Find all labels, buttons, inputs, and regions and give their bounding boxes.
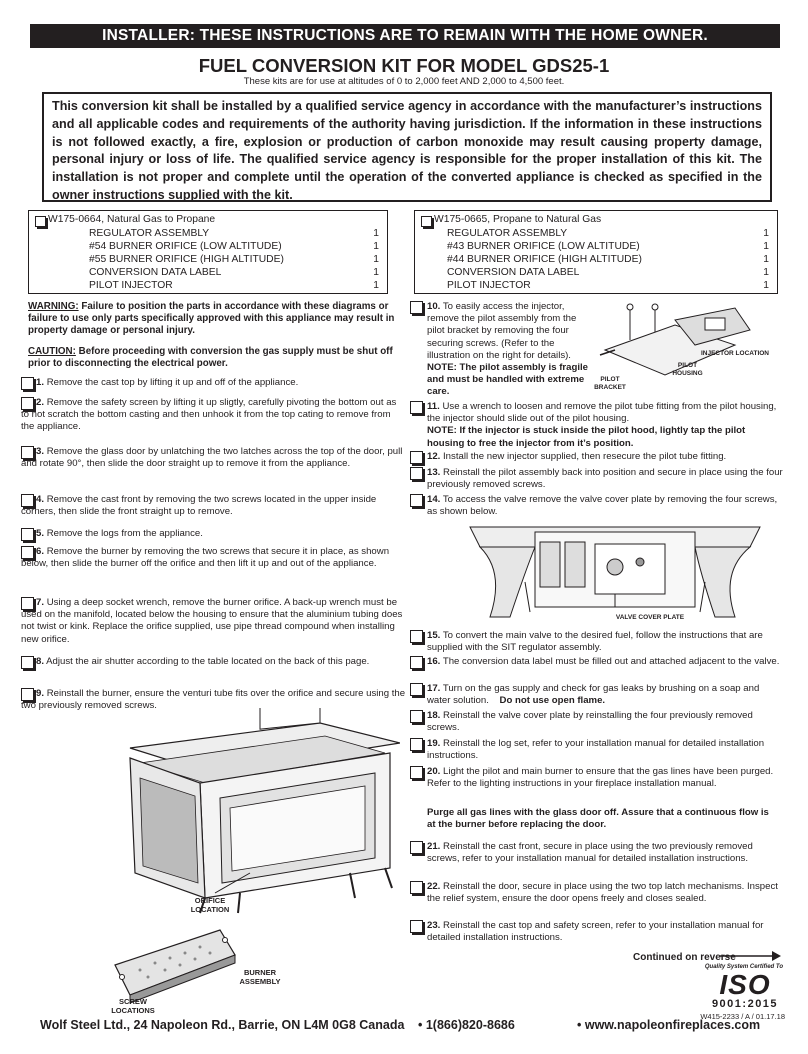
checkbox-icon[interactable] [410,766,423,779]
checkbox-icon[interactable] [410,301,423,314]
footer-website[interactable]: • www.napoleonfireplaces.com [577,1018,761,1032]
screw-locations-label: SCREW LOCATIONS [111,997,155,1015]
kit-row: PILOT INJECTOR 1 [89,280,379,291]
continued-on-reverse: Continued on reverse [633,952,736,963]
pilot-housing-label: PILOT HOUSING [672,362,703,377]
kit-header: W175-0665, Propane to Natural Gas [434,214,602,225]
page-title: FUEL CONVERSION KIT FOR MODEL GDS25-1 [198,55,610,76]
qualified-agency-warning: This conversion kit shall be installed by a qualified service agency in accordance with the manufacturer’s instructions and all applicable codes and requirements of the authority having jurisdiction. If the information in these instructions is not followed exactly, a fire, explosion or production of carbon monoxide may result causing property damage, personal injury or loss of life. The qualified service agency is responsible for the proper installation of this kit. The installation is not proper and complete until the operation of the converted appliance is checked as specified in the owner instructions supplied with the kit. [42,92,772,202]
checkbox-icon[interactable] [421,216,432,227]
kit-row: REGULATOR ASSEMBLY 1 [89,228,379,239]
kit-row: #55 BURNER ORIFICE (HIGH ALTITUDE) 1 [89,254,379,265]
injector-location-label: INJECTOR LOCATION [700,350,769,357]
iso-standard: 9001:2015 [711,998,779,1010]
kit-row: #44 BURNER ORIFICE (HIGH ALTITUDE) 1 [447,254,769,265]
valve-illustration [465,522,765,622]
valve-cover-plate-label: VALVE COVER PLATE [615,614,685,621]
checkbox-icon[interactable] [410,841,423,854]
caution-paragraph: CAUTION: Before proceeding with conversion the gas supply must be shut off prior to disconnecting the electrical power. [28,346,393,370]
checkbox-icon[interactable] [410,656,423,669]
document-code: W415-2233 / A / 01.17.18 [700,1012,785,1021]
footer-address: Wolf Steel Ltd., 24 Napoleon Rd., Barrie, ON L4M 0G8 Canada [40,1018,405,1032]
arrow-right-icon [718,950,782,962]
kit-table-ng-to-lp [28,210,388,294]
kit-row: PILOT INJECTOR 1 [447,280,769,291]
checkbox-icon[interactable] [410,494,423,507]
footer-phone: • 1(866)820-8686 [418,1018,515,1032]
checkbox-icon[interactable] [410,683,423,696]
kit-row: CONVERSION DATA LABEL 1 [447,267,769,278]
iso-tagline: Quality System Certified To [704,964,783,970]
checkbox-icon[interactable] [410,451,423,464]
checkbox-icon[interactable] [410,920,423,933]
kit-header: W175-0664, Natural Gas to Propane [48,214,216,225]
kit-row: REGULATOR ASSEMBLY 1 [447,228,769,239]
kit-row: #43 BURNER ORIFICE (LOW ALTITUDE) 1 [447,241,769,252]
kit-table-lp-to-ng [414,210,778,294]
orifice-location-label: ORIFICE LOCATION [190,896,230,914]
checkbox-icon[interactable] [410,738,423,751]
burner-assembly-label: BURNER ASSEMBLY [239,968,281,986]
kit-row: #54 BURNER ORIFICE (LOW ALTITUDE) 1 [89,241,379,252]
checkbox-icon[interactable] [35,216,46,227]
warning-paragraph: WARNING: Failure to position the parts in accordance with these diagrams or failure to use only parts specifically approved with this appliance may result in property damage or personal injury. [28,301,395,337]
checkbox-icon[interactable] [410,630,423,643]
page-subtitle: These kits are for use at altitudes of 0 to 2,000 feet AND 2,000 to 4,500 feet. [243,76,565,87]
checkbox-icon[interactable] [410,881,423,894]
kit-row: CONVERSION DATA LABEL 1 [89,267,379,278]
pilot-bracket-label: PILOT BRACKET [594,376,626,391]
installer-banner: INSTALLER: THESE INSTRUCTIONS ARE TO REMAIN WITH THE HOME OWNER. [30,24,780,48]
checkbox-icon[interactable] [410,401,423,414]
stove-illustration [110,708,400,918]
checkbox-icon[interactable] [410,710,423,723]
checkbox-icon[interactable] [21,377,34,390]
iso-logo: ISO [719,969,771,1000]
checkbox-icon[interactable] [410,467,423,480]
checkbox-icon[interactable] [21,528,34,541]
purge-note: Purge all gas lines with the glass door off. Assure that a continuous flow is at the burner before replacing the door. [427,807,769,831]
